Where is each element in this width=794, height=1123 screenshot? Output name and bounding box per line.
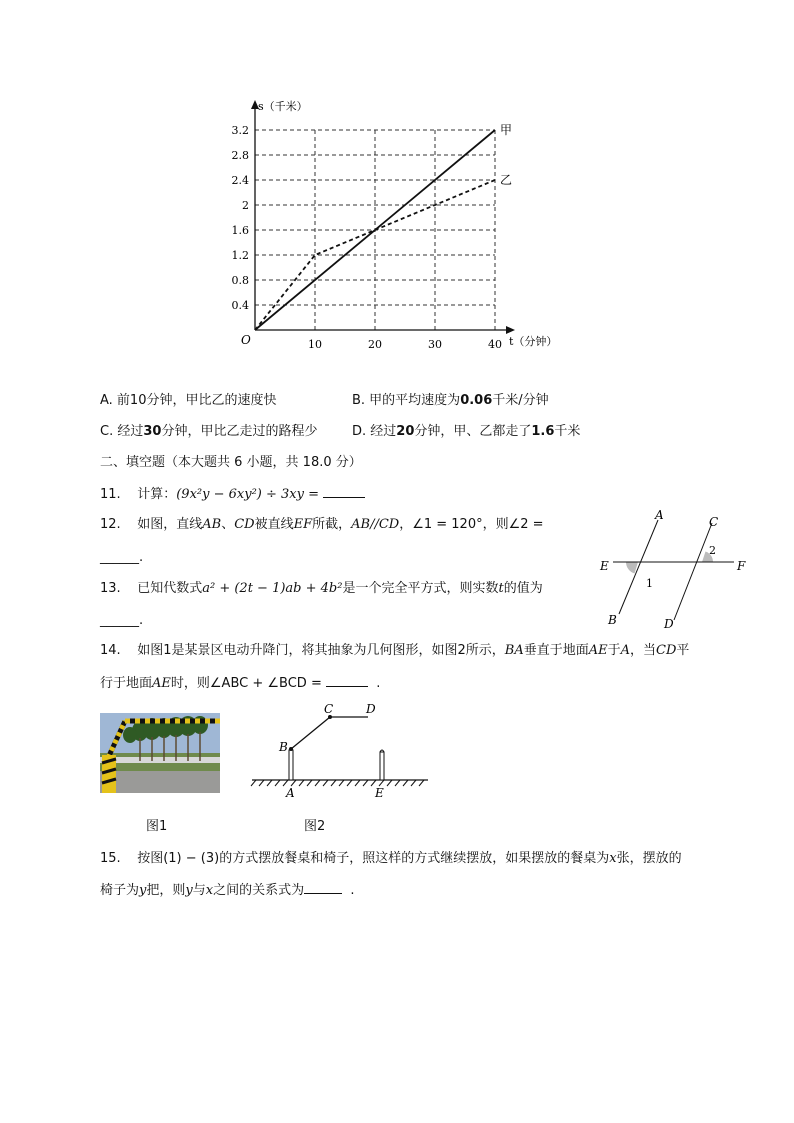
y-tick-label: 0.8 xyxy=(231,274,249,287)
question-14-line2 xyxy=(100,674,380,693)
segment-bc xyxy=(291,717,330,749)
hatch-stroke xyxy=(339,780,344,786)
q10-option-a-text: A. 前10分钟，甲比乙的速度快 xyxy=(100,393,277,408)
label-c: C xyxy=(324,702,334,716)
y-tick-label: 1.2 xyxy=(231,249,249,262)
q12-number: 12. xyxy=(100,517,121,532)
q14-text1: 如图1是某景区电动升降门，将其抽象为几何图形，如图2所示， xyxy=(137,643,505,658)
hatch-stroke xyxy=(299,780,304,786)
q14-line2-pre: 行于地面 xyxy=(100,676,153,691)
q13-text3: 的值为 xyxy=(503,581,543,596)
q15-line2-pre: 椅子为 xyxy=(100,883,140,898)
hatch-stroke xyxy=(387,780,392,786)
q14-line2-post: . xyxy=(376,676,381,691)
label-b: B xyxy=(608,613,617,627)
y-tick-label: 2.8 xyxy=(231,149,249,162)
x-tick-label: 40 xyxy=(488,338,502,351)
label-d: D xyxy=(366,702,376,716)
q10-option-d-mid: 分钟，甲、乙都走了 xyxy=(414,424,532,439)
chart-axes xyxy=(251,100,515,334)
q15-x: x xyxy=(609,851,617,866)
q14-text3: 于 xyxy=(607,643,621,658)
label-a: A xyxy=(286,786,295,800)
figure-1-caption: 图1 xyxy=(146,819,168,834)
q12-cd: CD xyxy=(234,517,255,532)
gate-photo-drawing xyxy=(100,713,220,793)
q12-text4: ，∠1 = 120°，则∠2 = xyxy=(399,517,544,532)
label-e: E xyxy=(375,786,384,800)
hatch-stroke xyxy=(395,780,400,786)
q10-option-d xyxy=(352,423,580,441)
hatch-stroke xyxy=(419,780,424,786)
q14-answer-blank[interactable] xyxy=(326,674,368,687)
q14-text2: 垂直于地面 xyxy=(523,643,589,658)
x-tick-label: 30 xyxy=(428,338,442,351)
q13-answer-line[interactable]: ______. xyxy=(100,613,144,628)
chart-labels xyxy=(232,99,558,351)
q14-text5: 平 xyxy=(676,643,690,658)
ground-hatch xyxy=(251,780,424,786)
y-tick-label: 2 xyxy=(242,199,249,212)
hatch-stroke xyxy=(251,780,256,786)
q10-option-b-pre: B. 甲的平均速度为 xyxy=(352,393,461,408)
line-cd xyxy=(674,523,712,620)
q13-expression: a² + (2t − 1)ab + 4b² xyxy=(202,581,343,596)
label-a: A xyxy=(655,510,664,522)
q15-text2: 张，摆放的 xyxy=(616,851,682,866)
q12-text2: 被直线 xyxy=(254,517,294,532)
hatch-stroke xyxy=(331,780,336,786)
q11-prefix: 计算： xyxy=(137,487,177,502)
q15-y2: y xyxy=(185,883,193,898)
question-11 xyxy=(100,485,365,504)
q14-line2-ae: AE xyxy=(152,676,171,691)
q14-text4: ，当 xyxy=(630,643,657,658)
distance-time-chart xyxy=(225,95,565,360)
hatch-stroke xyxy=(267,780,272,786)
question-14 xyxy=(100,642,689,660)
parallel-lines-figure xyxy=(598,510,754,630)
x-tick-label: 20 xyxy=(368,338,382,351)
x-axis-label: t（分钟） xyxy=(509,335,558,348)
q13-text1: 已知代数式 xyxy=(137,581,203,596)
series-label: 甲 xyxy=(500,123,513,137)
q11-number: 11. xyxy=(100,487,121,502)
q11-expression: (9x²y − 6xy²) ÷ 3xy = xyxy=(176,487,319,502)
figure-2-caption: 图2 xyxy=(304,819,326,834)
q13-number: 13. xyxy=(100,581,121,596)
q15-answer-blank[interactable] xyxy=(304,881,342,894)
q14-line2-mid: 时，则∠ABC + ∠BCD = xyxy=(170,676,322,691)
question-15-line2 xyxy=(100,881,355,900)
q10-option-d-value: 20 xyxy=(396,424,415,439)
q12-sep: 、 xyxy=(221,517,235,532)
series-label: 乙 xyxy=(500,173,513,187)
y-tick-label: 1.6 xyxy=(231,224,249,237)
q10-option-b xyxy=(352,392,549,410)
line-ab xyxy=(619,520,658,614)
q13-t: t xyxy=(498,581,504,596)
origin-label: O xyxy=(241,333,251,347)
label-f: F xyxy=(737,559,746,573)
q12-text1: 如图，直线 xyxy=(137,517,203,532)
q10-option-b-post: 千米/分钟 xyxy=(492,393,549,408)
q14-number: 14. xyxy=(100,643,121,658)
label-angle-2: 2 xyxy=(709,544,716,557)
q10-option-b-value: 0.06 xyxy=(460,393,493,408)
q15-number: 15. xyxy=(100,851,121,866)
section-heading: 二、填空题（本大题共 6 小题，共 18.0 分） xyxy=(100,455,362,470)
gate-diagram xyxy=(250,698,430,802)
hatch-stroke xyxy=(411,780,416,786)
post-e xyxy=(380,752,384,780)
q15-y: y xyxy=(139,883,147,898)
q10-option-c-value: 30 xyxy=(143,424,162,439)
label-e: E xyxy=(600,559,609,573)
question-15 xyxy=(100,850,682,868)
question-13 xyxy=(100,580,543,598)
q14-cd: CD xyxy=(656,643,677,658)
q15-line2-post: . xyxy=(350,883,355,898)
q10-option-d-pre: D. 经过 xyxy=(352,424,397,439)
q15-x2: x xyxy=(205,883,214,898)
gate-photo xyxy=(100,713,220,793)
x-tick-label: 10 xyxy=(308,338,322,351)
question-12 xyxy=(100,516,544,534)
hatch-stroke xyxy=(363,780,368,786)
label-c: C xyxy=(709,515,719,529)
label-d: D xyxy=(664,617,674,630)
q15-line2-mid2: 与 xyxy=(192,883,206,898)
q15-line2-mid3: 之间的关系式为 xyxy=(213,883,305,898)
q12-parallel: AB//CD xyxy=(351,517,400,532)
hatch-stroke xyxy=(355,780,360,786)
q10-option-a xyxy=(100,392,276,410)
q10-option-c xyxy=(100,423,317,441)
q12-answer-line[interactable]: ______. xyxy=(100,550,144,565)
q12-ab: AB xyxy=(202,517,222,532)
q11-answer-blank[interactable] xyxy=(323,485,365,498)
q13-text2: 是一个完全平方式，则实数 xyxy=(342,581,499,596)
hatch-stroke xyxy=(323,780,328,786)
hatch-stroke xyxy=(347,780,352,786)
label-angle-1: 1 xyxy=(646,577,653,590)
point-b xyxy=(289,747,293,751)
q14-ae: AE xyxy=(588,643,608,658)
y-tick-label: 0.4 xyxy=(231,299,249,312)
q15-line2-mid: 把，则 xyxy=(146,883,186,898)
q12-ef: EF xyxy=(293,517,313,532)
q14-ba: BA xyxy=(504,643,524,658)
hatch-stroke xyxy=(403,780,408,786)
post-a xyxy=(289,750,293,780)
y-tick-label: 2.4 xyxy=(231,174,249,187)
hatch-stroke xyxy=(315,780,320,786)
x-axis-arrow xyxy=(506,326,515,334)
y-axis-label: s（千米） xyxy=(258,100,308,113)
q10-option-d-post: 千米 xyxy=(554,424,581,439)
q10-option-d-value2: 1.6 xyxy=(531,424,555,439)
label-b: B xyxy=(279,740,288,754)
y-tick-label: 3.2 xyxy=(231,124,249,137)
hatch-stroke xyxy=(259,780,264,786)
q15-text1: 按图(1) − (3)的方式摆放餐桌和椅子，照这样的方式继续摆放，如果摆放的餐桌为 xyxy=(137,851,610,866)
q12-text3: 所截， xyxy=(312,517,352,532)
q10-option-c-pre: C. 经过 xyxy=(100,424,144,439)
hatch-stroke xyxy=(307,780,312,786)
hatch-stroke xyxy=(275,780,280,786)
q10-option-c-post: 分钟，甲比乙走过的路程少 xyxy=(161,424,318,439)
q14-a: A xyxy=(620,643,631,658)
